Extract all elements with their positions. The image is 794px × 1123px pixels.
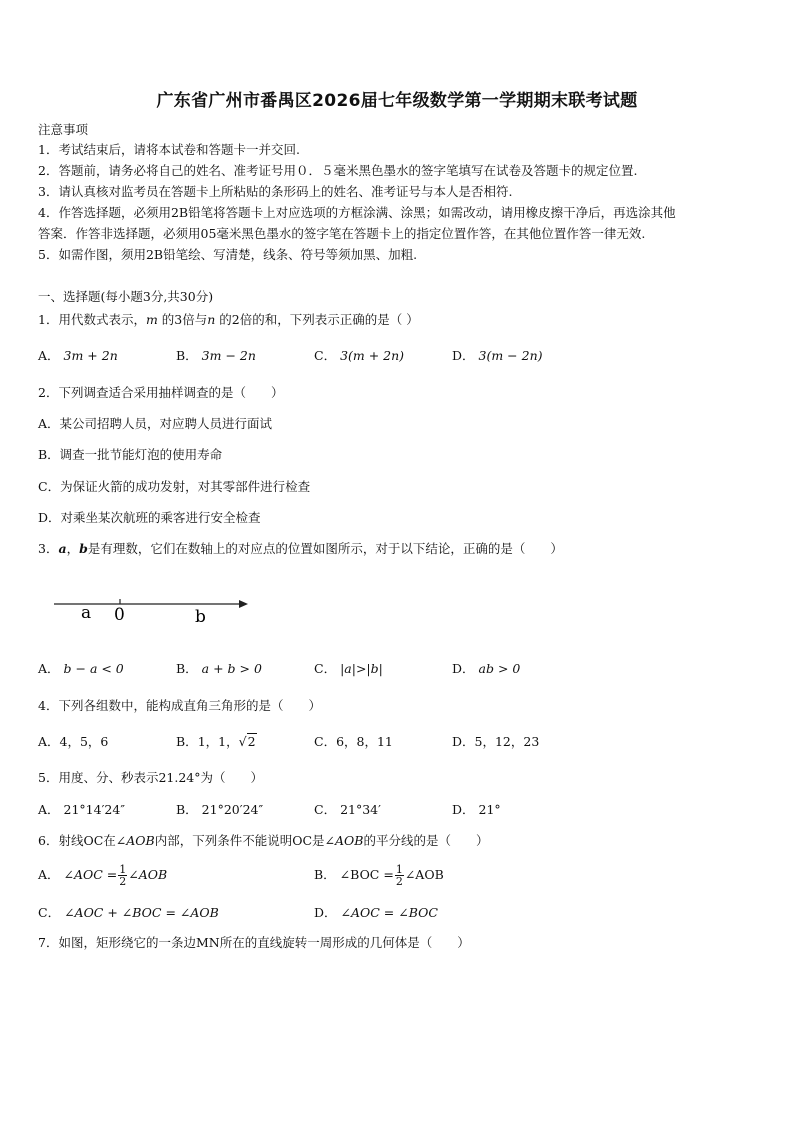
q6-option-d[interactable]: D． ∠AOC = ∠BOC [314, 905, 438, 920]
q3-option-b[interactable]: B． a + b > 0 [176, 661, 262, 676]
fraction-half: $\frac{1}{2}$ [119, 863, 127, 888]
q1-option-b[interactable]: B． 3m − 2n [176, 348, 256, 363]
note-item-2: 2．答题前，请务必将自己的姓名、准考证号用０．５毫米黑色墨水的签字笔填写在试卷及答题卡的规定位置. [38, 163, 638, 178]
q5-option-d[interactable]: D． 21° [452, 802, 501, 817]
note-item-4-cont: 答案．作答非选择题，必须用05毫米黑色墨水的签字笔在答题卡上的指定位置作答，在其他位置作答一律无效. [38, 226, 646, 241]
q6-option-b[interactable]: B． ∠BOC = $\frac{1}{2}$ ∠AOB [314, 863, 444, 888]
label-a: a [81, 603, 92, 623]
question-3-stem: 3．a，b是有理数，它们在数轴上的对应点的位置如图所示，对于以下结论，正确的是（ ） [38, 541, 563, 556]
question-6-stem: 6．射线OC在∠AOB内部，下列条件不能说明OC是∠AOB的平分线的是（ ） [38, 833, 489, 848]
label-zero: 0 [114, 605, 125, 625]
note-item-1: 1．考试结束后，请将本试卷和答题卡一并交回. [38, 142, 300, 157]
number-line-figure [50, 592, 255, 628]
note-item-3: 3．请认真核对监考员在答题卡上所粘贴的条形码上的姓名、准考证号与本人是否相符. [38, 184, 513, 199]
q6-option-a[interactable]: A． ∠AOC = $\frac{1}{2}$ ∠AOB [38, 863, 168, 888]
q3-option-a[interactable]: A． b − a < 0 [38, 661, 124, 676]
label-b: b [195, 607, 206, 627]
q4-option-d[interactable]: D．5，12，23 [452, 734, 540, 749]
q3-option-d[interactable]: D． ab > 0 [452, 661, 521, 676]
q2-option-d[interactable]: D．对乘坐某次航班的乘客进行安全检查 [38, 510, 261, 525]
q4-option-b[interactable]: B．1，1，√2 [176, 734, 256, 749]
q2-option-c[interactable]: C．为保证火箭的成功发射，对其零部件进行检查 [38, 479, 311, 494]
var-m: m [145, 312, 158, 327]
note-item-4: 4．作答选择题，必须用2B铅笔将答题卡上对应选项的方框涂满、涂黑；如需改动，请用橡皮擦干净后，再选涂其他 [38, 205, 676, 220]
notes-heading: 注意事项 [38, 122, 89, 137]
q5-option-b[interactable]: B． 21°20′24″ [176, 802, 264, 817]
q4-option-c[interactable]: C．6，8，11 [314, 734, 393, 749]
q1-option-c[interactable]: C． 3(m + 2n) [314, 348, 405, 363]
note-item-5: 5．如需作图，须用2B铅笔绘、写清楚，线条、符号等须加黑、加粗. [38, 247, 418, 262]
q5-option-c[interactable]: C． 21°34′ [314, 802, 381, 817]
q1-option-a[interactable]: A． 3m + 2n [38, 348, 118, 363]
q1-option-d[interactable]: D． 3(m − 2n) [452, 348, 543, 363]
question-7-stem: 7．如图，矩形绕它的一条边MN所在的直线旋转一周形成的几何体是（ ） [38, 935, 470, 950]
var-n: n [207, 312, 216, 327]
question-2-stem: 2．下列调查适合采用抽样调查的是（ ） [38, 385, 284, 400]
question-4-stem: 4．下列各组数中，能构成直角三角形的是（ ） [38, 698, 321, 713]
q6-option-c[interactable]: C． ∠AOC + ∠BOC = ∠AOB [38, 905, 219, 920]
q5-option-a[interactable]: A． 21°14′24″ [38, 802, 125, 817]
q2-option-b[interactable]: B．调查一批节能灯泡的使用寿命 [38, 447, 223, 462]
number-line-arrow [239, 600, 248, 608]
exam-title: 广东省广州市番禺区2026届七年级数学第一学期期末联考试题 [156, 91, 638, 111]
sqrt-symbol: √2 [238, 734, 256, 749]
question-5-stem: 5．用度、分、秒表示21.24°为（ ） [38, 770, 264, 785]
q4-option-a[interactable]: A．4，5，6 [38, 734, 109, 749]
q2-option-a[interactable]: A．某公司招聘人员，对应聘人员进行面试 [38, 416, 273, 431]
question-1-stem: 1．用代数式表示，m 的3倍与n 的2倍的和，下列表示正确的是（ ） [38, 312, 419, 327]
q3-option-c[interactable]: C． |a|>|b| [314, 661, 383, 676]
section-heading: 一、选择题(每小题3分,共30分) [38, 289, 214, 304]
fraction-half: $\frac{1}{2}$ [395, 863, 403, 888]
